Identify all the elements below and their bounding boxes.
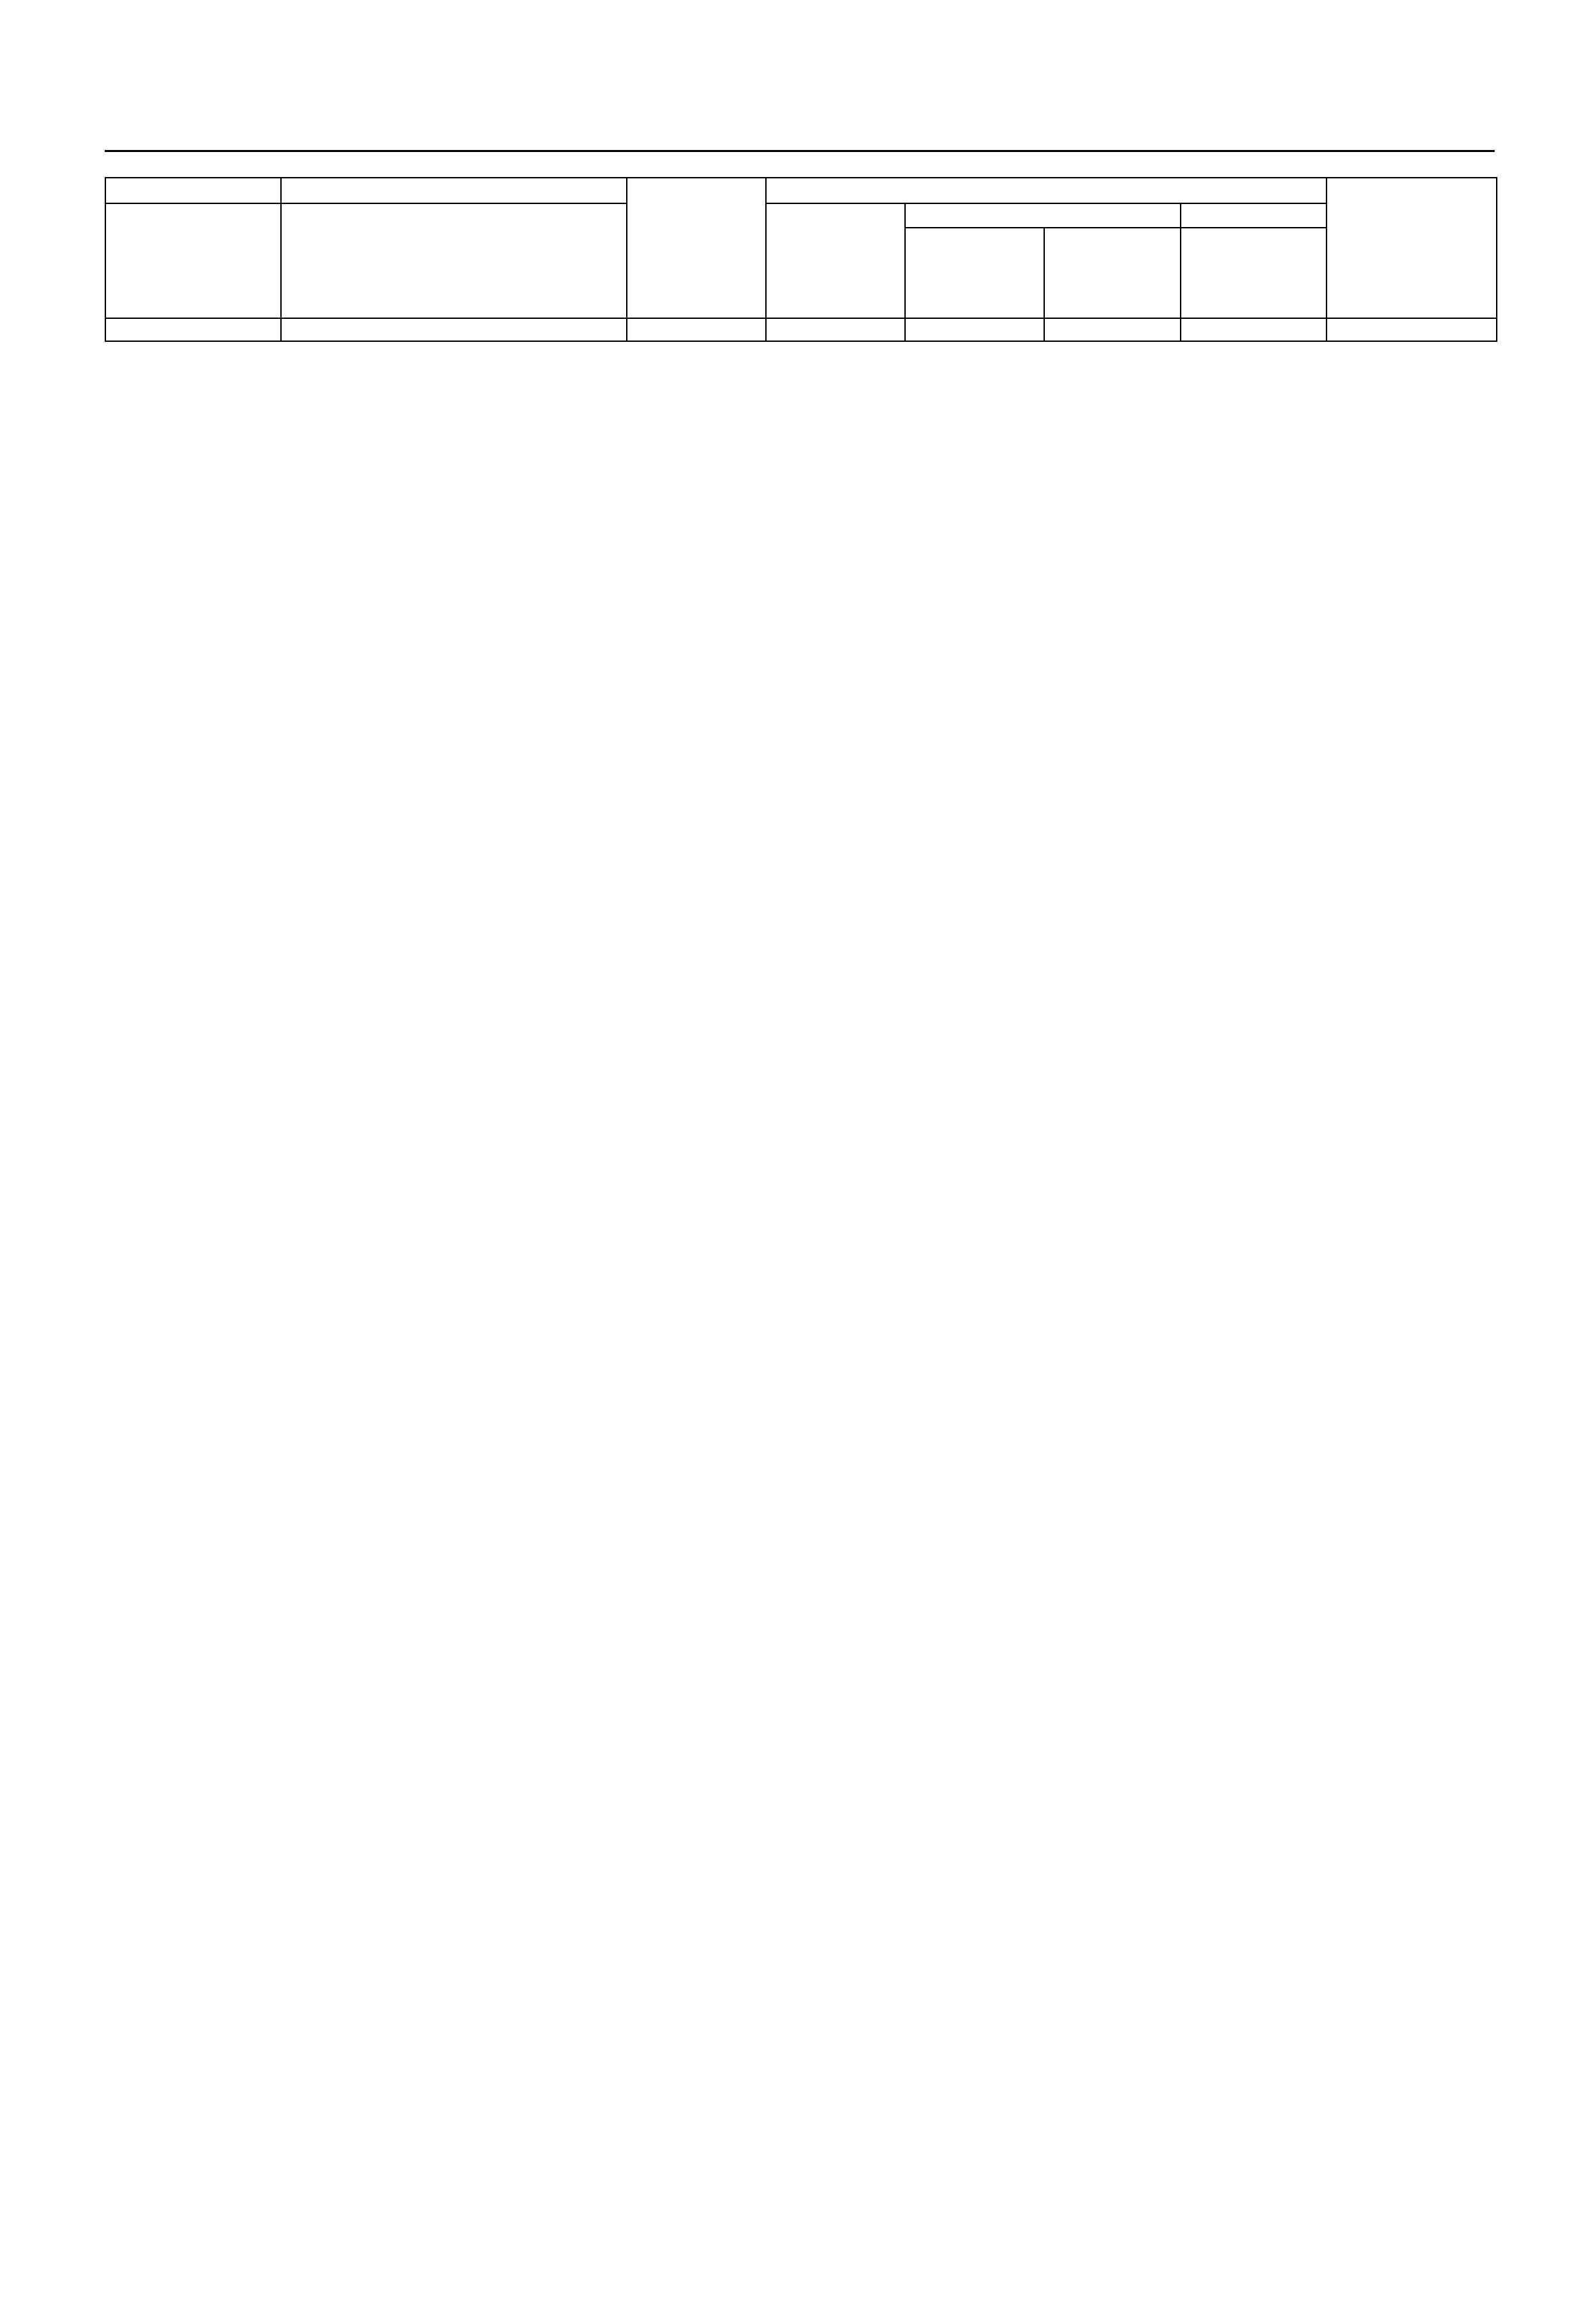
header-name-top <box>281 178 627 203</box>
header-col-number <box>1181 318 1327 341</box>
header-direct-costs <box>627 178 766 318</box>
header-machines-labor <box>1044 228 1181 318</box>
header-in-total <box>766 178 1327 203</box>
header-code-bottom <box>105 203 281 318</box>
header-col-number <box>281 318 627 341</box>
header-col-number <box>1044 318 1181 341</box>
header-labor-pay <box>766 203 905 318</box>
header-col-number <box>1327 318 1497 341</box>
header-col-number <box>905 318 1044 341</box>
header-materials-use <box>1181 228 1327 318</box>
header-materials <box>1181 203 1327 228</box>
header-machines-total <box>905 228 1044 318</box>
header-col-number <box>766 318 905 341</box>
header-name-bottom <box>281 203 627 318</box>
header-col-number <box>627 318 766 341</box>
header-machines <box>905 203 1181 228</box>
header-labor-cost <box>1327 178 1497 318</box>
header-rule <box>105 150 1495 152</box>
column-header-table <box>105 177 1497 342</box>
header-code-top <box>105 178 281 203</box>
header-col-number <box>105 318 281 341</box>
